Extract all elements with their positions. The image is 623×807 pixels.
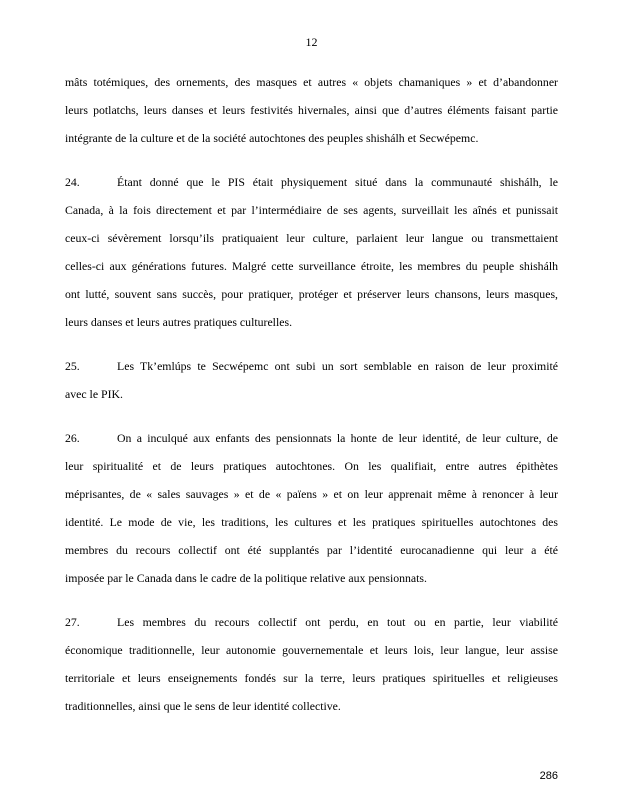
- paragraph-line-text: Les membres du recours collectif ont perdu, en tout ou en partie, leur viabilité: [117, 615, 558, 629]
- paragraph-line: mâts totémiques, des ornements, des masques et autres « objets chamaniques » et d’abandonner: [65, 75, 558, 89]
- paragraph-line-text: Étant donné que le PIS était physiquement situé dans la communauté shishálh, le: [117, 175, 558, 189]
- page-number-top: 12: [305, 35, 318, 49]
- paragraph-line-text: On a inculqué aux enfants des pensionnats la honte de leur identité, de leur culture, de: [117, 431, 558, 445]
- paragraph-line: méprisantes, de « sales sauvages » et de « païens » et on leur apprenait même à renoncer à leur: [65, 487, 558, 501]
- paragraph-line: leurs potlatchs, leurs danses et leurs festivités hivernales, ainsi que d’autres éléments faisant partie: [65, 103, 558, 117]
- paragraph-continuation: [65, 68, 558, 152]
- paragraph-number: 24.: [65, 175, 80, 189]
- paragraph-24: [65, 168, 558, 336]
- paragraph-line: imposée par le Canada dans le cadre de la politique relative aux pensionnats.: [65, 571, 427, 585]
- paragraph-number: 27.: [65, 615, 80, 629]
- paragraph-line: traditionnelles, ainsi que le sens de leur identité collective.: [65, 699, 341, 713]
- paragraph-number: 25.: [65, 359, 80, 373]
- paragraph-line-text: Les Tk’emlúps te Secwépemc ont subi un sort semblable en raison de leur proximité: [117, 359, 558, 373]
- paragraph-line: [65, 608, 558, 636]
- paragraph-26: [65, 424, 558, 592]
- paragraph-line: membres du recours collectif ont été supplantés par l’identité eurocanadienne qui leur a été: [65, 543, 558, 557]
- paragraph-line: Canada, à la fois directement et par l’intermédiaire de ses agents, surveillait les aînés et punissait: [65, 203, 558, 217]
- document-body: [65, 68, 558, 720]
- page-footer: [540, 769, 558, 783]
- paragraph-line: identité. Le mode de vie, les traditions, les cultures et les pratiques spirituelles autochtones des: [65, 515, 558, 529]
- paragraph-line: leurs danses et leurs autres pratiques culturelles.: [65, 315, 293, 329]
- paragraph-line: celles-ci aux générations futures. Malgré cette surveillance étroite, les membres du peuple shishálh: [65, 259, 558, 273]
- paragraph-line: intégrante de la culture et de la société autochtones des peuples shishálh et Secwépemc.: [65, 131, 479, 145]
- paragraph-line: [65, 168, 558, 196]
- paragraph-line: leur spiritualité et de leurs pratiques autochtones. On les qualifiait, entre autres épithètes: [65, 459, 558, 473]
- paragraph-line: [65, 424, 558, 452]
- paragraph-line: économique traditionnelle, leur autonomie gouvernementale et leurs lois, leur langue, leur assise: [65, 643, 558, 657]
- paragraph-25: [65, 352, 558, 408]
- paragraph-line: territoriale et leurs enseignements fondés sur la terre, leurs pratiques spirituelles et religieuses: [65, 671, 558, 685]
- paragraph-line: ont lutté, souvent sans succès, pour pratiquer, protéger et préserver leurs chansons, leurs masques,: [65, 287, 558, 301]
- paragraph-number: 26.: [65, 431, 80, 445]
- paragraph-line: ceux-ci sévèrement lorsqu’ils pratiquaient leur culture, parlaient leur langue ou transmettaient: [65, 231, 558, 245]
- paragraph-line: [65, 352, 558, 380]
- page-header: [0, 0, 623, 50]
- page-number-stamp: 286: [539, 770, 558, 782]
- paragraph-line: avec le PIK.: [65, 387, 123, 401]
- paragraph-27: [65, 608, 558, 720]
